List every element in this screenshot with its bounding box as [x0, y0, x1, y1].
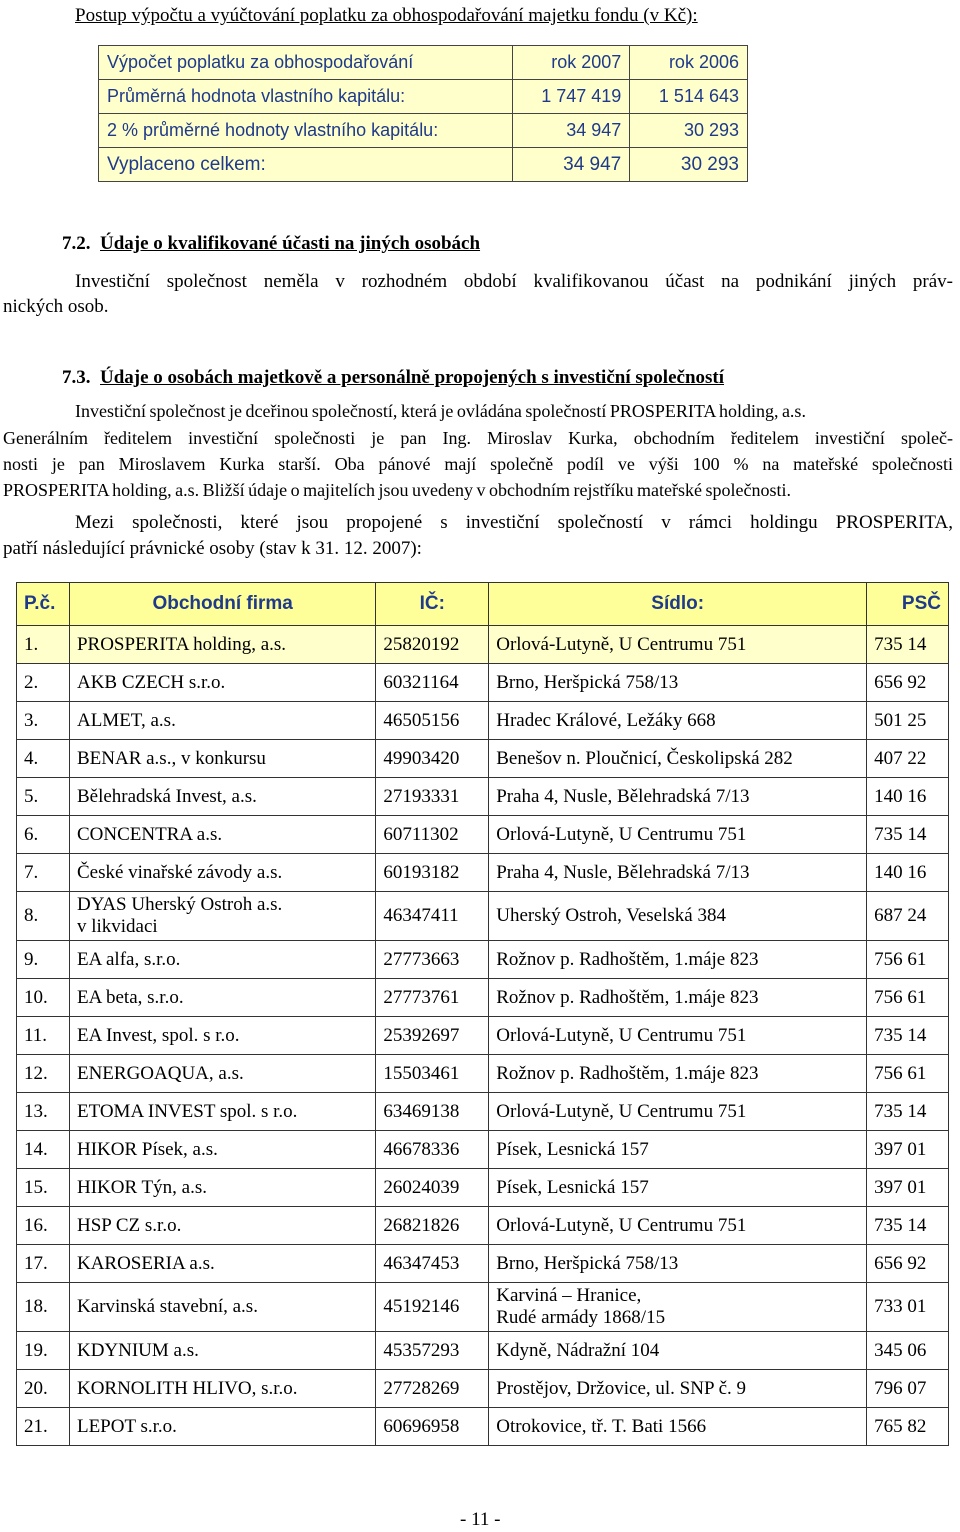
- company-row: [17, 941, 949, 979]
- company-row: [17, 892, 949, 941]
- company-psc-text: 733 01: [874, 1296, 927, 1317]
- company-row: [17, 1169, 949, 1207]
- company-ic-text: 60711302: [383, 823, 459, 845]
- company-name-text: ETOMA INVEST spol. s r.o.: [76, 1100, 298, 1122]
- company-address: [489, 854, 867, 892]
- company-no-text: 1.: [24, 633, 39, 655]
- section-7-3-text-line: PROSPERITA holding, a.s. Bližší údaje o majitelích jsou uvedeny v obchodním rejstříku mateřské společnosti.: [3, 480, 791, 500]
- page-number: - 11 -: [460, 1509, 501, 1530]
- company-psc-text: 735 14: [874, 823, 927, 845]
- fee-total-2007: 34 947: [512, 148, 630, 182]
- company-address-text: Brno, Heršpická 758/13: [496, 1252, 679, 1274]
- company-ic: [376, 892, 489, 941]
- fee-row-2007: 34 947: [512, 114, 630, 148]
- company-psc-text: 397 01: [874, 1138, 927, 1160]
- company-name: [69, 979, 375, 1017]
- fee-row-2006: 1 514 643: [630, 80, 748, 114]
- company-psc: [867, 1370, 949, 1408]
- section-7-3-title: Údaje o osobách majetkově a personálně propojených s investiční společností: [100, 367, 725, 388]
- company-address-text: Prostějov, Držovice, ul. SNP č. 9: [496, 1377, 747, 1399]
- company-psc-text: 140 16: [874, 785, 927, 807]
- company-address-text: Hradec Králové, Ležáky 668: [496, 709, 716, 731]
- company-no: [17, 892, 70, 941]
- company-ic-text: 27773761: [383, 986, 460, 1008]
- company-psc: [867, 1332, 949, 1370]
- company-address-text: Orlová-Lutyně, U Centrumu 751: [496, 1100, 747, 1122]
- company-ic: [376, 626, 489, 664]
- company-name: [69, 1370, 375, 1408]
- company-psc: [867, 664, 949, 702]
- company-address-text: Orlová-Lutyně, U Centrumu 751: [496, 823, 747, 845]
- company-psc-text: 756 61: [874, 948, 927, 970]
- company-no-text: 4.: [24, 747, 39, 769]
- company-address-text: Benešov n. Ploučnicí, Českolipská 282: [496, 747, 793, 769]
- company-ic: [376, 740, 489, 778]
- company-address: [489, 816, 867, 854]
- company-row: [17, 778, 949, 816]
- company-ic: [376, 778, 489, 816]
- company-name-text-line2: v likvidaci: [76, 916, 158, 937]
- section-7-3-number: 7.3.: [62, 367, 91, 388]
- company-no-text: 17.: [24, 1252, 48, 1274]
- company-row: [17, 854, 949, 892]
- company-no-text: 13.: [24, 1100, 48, 1122]
- company-ic-text: 46347411: [383, 905, 459, 926]
- fee-header-label: Výpočet poplatku za obhospodařování: [99, 46, 513, 80]
- company-name: [69, 702, 375, 740]
- company-name-text: České vinařské závody a.s.: [76, 861, 283, 883]
- company-name-text: EA alfa, s.r.o.: [76, 948, 181, 970]
- company-name-text: ALMET, a.s.: [76, 709, 176, 731]
- company-no: [17, 1370, 70, 1408]
- company-address: [489, 1245, 867, 1283]
- company-ic-text: 63469138: [383, 1100, 460, 1122]
- company-address-text: Rožnov p. Radhoštěm, 1.máje 823: [496, 1062, 759, 1084]
- company-psc-text: 735 14: [874, 633, 927, 655]
- fee-header-row: [99, 46, 748, 80]
- header-address: Sídlo:: [489, 583, 867, 626]
- company-psc-text: 765 82: [874, 1415, 927, 1437]
- company-address: [489, 1332, 867, 1370]
- company-ic: [376, 1370, 489, 1408]
- company-address-text: Rožnov p. Radhoštěm, 1.máje 823: [496, 986, 759, 1008]
- company-no-text: 12.: [24, 1062, 48, 1084]
- company-name-text: ENERGOAQUA, a.s.: [76, 1062, 244, 1084]
- company-no: [17, 1245, 70, 1283]
- company-ic-text: 46678336: [383, 1138, 460, 1160]
- company-no: [17, 1332, 70, 1370]
- company-ic-text: 27193331: [383, 785, 460, 807]
- company-psc-text: 735 14: [874, 1100, 927, 1122]
- company-ic: [376, 1408, 489, 1446]
- company-no: [17, 778, 70, 816]
- company-no: [17, 1131, 70, 1169]
- company-name: [69, 626, 375, 664]
- company-psc: [867, 979, 949, 1017]
- company-name: [69, 1169, 375, 1207]
- company-name: [69, 1017, 375, 1055]
- company-name: [69, 816, 375, 854]
- company-no: [17, 854, 70, 892]
- company-no: [17, 1408, 70, 1446]
- company-address: [489, 941, 867, 979]
- fee-total-label: Vyplaceno celkem:: [99, 148, 513, 182]
- company-name-text: KORNOLITH HLIVO, s.r.o.: [76, 1377, 298, 1399]
- company-psc: [867, 941, 949, 979]
- company-address: [489, 778, 867, 816]
- company-ic-text: 60193182: [383, 861, 460, 883]
- company-psc-text: 796 07: [874, 1377, 927, 1399]
- company-no: [17, 1283, 70, 1332]
- company-name-text: BENAR a.s., v konkursu: [76, 747, 266, 769]
- company-psc: [867, 854, 949, 892]
- company-name: [69, 1055, 375, 1093]
- fee-table: [98, 45, 748, 182]
- company-no: [17, 740, 70, 778]
- company-no-text: 19.: [24, 1339, 48, 1361]
- company-address-text: Orlová-Lutyně, U Centrumu 751: [496, 1024, 747, 1046]
- company-name: [69, 664, 375, 702]
- company-no: [17, 626, 70, 664]
- company-psc: [867, 1408, 949, 1446]
- section-7-3-heading: [62, 366, 724, 390]
- company-address-text: Praha 4, Nusle, Bělehradská 7/13: [496, 785, 750, 807]
- company-psc-text: 140 16: [874, 861, 927, 883]
- company-no: [17, 1207, 70, 1245]
- company-no-text: 20.: [24, 1377, 48, 1399]
- company-address-text: Otrokovice, tř. T. Bati 1566: [496, 1415, 707, 1437]
- header-no: P.č.: [17, 583, 70, 626]
- company-no-text: 11.: [24, 1024, 48, 1046]
- company-address: [489, 626, 867, 664]
- company-name-text: EA beta, s.r.o.: [76, 986, 184, 1008]
- company-psc: [867, 1055, 949, 1093]
- company-row: [17, 664, 949, 702]
- company-address: [489, 892, 867, 941]
- company-row: [17, 1017, 949, 1055]
- section-7-2-text-line: Investiční společnost neměla v rozhodném období kvalifikovanou účast na podnikání jiných práv-: [75, 271, 953, 292]
- fee-row: [99, 114, 748, 148]
- company-psc: [867, 892, 949, 941]
- fee-total-row: [99, 148, 748, 182]
- company-no-text: 16.: [24, 1214, 48, 1236]
- company-ic-text: 49903420: [383, 747, 460, 769]
- company-psc-text: 656 92: [874, 671, 927, 693]
- company-no: [17, 816, 70, 854]
- company-ic-text: 26821826: [383, 1214, 460, 1236]
- company-row: [17, 1055, 949, 1093]
- company-name: [69, 1093, 375, 1131]
- company-ic: [376, 1332, 489, 1370]
- company-ic: [376, 1131, 489, 1169]
- company-row: [17, 979, 949, 1017]
- company-no-text: 15.: [24, 1176, 48, 1198]
- company-ic: [376, 941, 489, 979]
- company-psc-text: 656 92: [874, 1252, 927, 1274]
- section-7-2-number: 7.2.: [62, 233, 91, 254]
- company-no: [17, 664, 70, 702]
- company-name: [69, 740, 375, 778]
- company-no: [17, 941, 70, 979]
- section-7-3-text-line: nosti je pan Miroslavem Kurka starší. Oba pánové mají společně podíl ve výši 100 % na mateřské společnosti: [3, 454, 953, 474]
- company-ic: [376, 1093, 489, 1131]
- company-ic: [376, 816, 489, 854]
- company-address-text: Uherský Ostroh, Veselská 384: [496, 905, 726, 926]
- company-address-text: Orlová-Lutyně, U Centrumu 751: [496, 633, 747, 655]
- company-name-text: HIKOR Týn, a.s.: [76, 1176, 207, 1198]
- company-psc: [867, 816, 949, 854]
- company-address-text: Orlová-Lutyně, U Centrumu 751: [496, 1214, 747, 1236]
- company-psc: [867, 1207, 949, 1245]
- company-row: [17, 1370, 949, 1408]
- company-ic-text: 45357293: [383, 1339, 460, 1361]
- fee-header-2007: rok 2007: [512, 46, 630, 80]
- company-psc-text: 345 06: [874, 1339, 927, 1361]
- company-name: [69, 1408, 375, 1446]
- company-ic-text: 46505156: [383, 709, 460, 731]
- company-no: [17, 1169, 70, 1207]
- company-row: [17, 1245, 949, 1283]
- company-address-text: Brno, Heršpická 758/13: [496, 671, 679, 693]
- company-name-text: HSP CZ s.r.o.: [76, 1214, 182, 1236]
- company-name: [69, 1131, 375, 1169]
- company-no-text: 21.: [24, 1415, 48, 1437]
- company-address: [489, 1283, 867, 1332]
- company-psc-text: 687 24: [874, 905, 927, 926]
- company-address: [489, 740, 867, 778]
- company-psc-text: 407 22: [874, 747, 927, 769]
- company-name: [69, 1283, 375, 1332]
- fee-row-2007: 1 747 419: [512, 80, 630, 114]
- company-ic: [376, 979, 489, 1017]
- company-name: [69, 941, 375, 979]
- company-ic: [376, 702, 489, 740]
- company-no: [17, 1017, 70, 1055]
- company-ic: [376, 1055, 489, 1093]
- company-address: [489, 1017, 867, 1055]
- company-no-text: 3.: [24, 709, 39, 731]
- company-ic-text: 26024039: [383, 1176, 460, 1198]
- company-name-text: AKB CZECH s.r.o.: [76, 671, 226, 693]
- company-name: [69, 1207, 375, 1245]
- company-name-text: DYAS Uherský Ostroh a.s.: [76, 894, 283, 915]
- header-name: Obchodní firma: [69, 583, 375, 626]
- company-no-text: 5.: [24, 785, 39, 807]
- company-no-text: 2.: [24, 671, 39, 693]
- section-7-3-text-line: Mezi společnosti, které jsou propojené s investiční společností v rámci holdingu PROSPERITA,: [75, 512, 953, 533]
- company-name-text: EA Invest, spol. s r.o.: [76, 1024, 240, 1046]
- company-address-text: Karviná – Hranice,: [496, 1285, 642, 1306]
- company-no-text: 14.: [24, 1138, 48, 1160]
- company-ic-text: 27728269: [383, 1377, 460, 1399]
- company-no-text: 9.: [24, 948, 39, 970]
- company-name: [69, 1245, 375, 1283]
- company-psc-text: 397 01: [874, 1176, 927, 1198]
- fee-row: [99, 80, 748, 114]
- company-no-text: 8.: [24, 905, 39, 926]
- company-no: [17, 702, 70, 740]
- company-row: [17, 1093, 949, 1131]
- company-row: [17, 1408, 949, 1446]
- company-psc-text: 756 61: [874, 1062, 927, 1084]
- company-address: [489, 1408, 867, 1446]
- company-psc: [867, 778, 949, 816]
- company-ic: [376, 1245, 489, 1283]
- company-ic-text: 60696958: [383, 1415, 460, 1437]
- company-row: [17, 816, 949, 854]
- company-psc: [867, 740, 949, 778]
- fee-total-2006: 30 293: [630, 148, 748, 182]
- company-row: [17, 1207, 949, 1245]
- companies-table: [16, 582, 949, 1446]
- company-no-text: 7.: [24, 861, 39, 883]
- company-ic: [376, 854, 489, 892]
- company-psc: [867, 1131, 949, 1169]
- section-7-3-text-line: Generálním ředitelem investiční společnosti je pan Ing. Miroslav Kurka, obchodním ředitelem investiční společ-: [3, 428, 953, 448]
- company-psc: [867, 1283, 949, 1332]
- company-address: [489, 1169, 867, 1207]
- company-name-text: PROSPERITA holding, a.s.: [76, 633, 287, 655]
- section-7-3-text-line: patří následující právnické osoby (stav k 31. 12. 2007):: [3, 538, 422, 559]
- companies-header-row: [17, 583, 949, 626]
- company-psc: [867, 1245, 949, 1283]
- company-name: [69, 1332, 375, 1370]
- company-row: [17, 1283, 949, 1332]
- company-row: [17, 702, 949, 740]
- company-no-text: 18.: [24, 1296, 48, 1317]
- company-ic-text: 60321164: [383, 671, 459, 693]
- company-psc-text: 756 61: [874, 986, 927, 1008]
- company-psc-text: 735 14: [874, 1024, 927, 1046]
- company-address-text: Kdyně, Nádražní 104: [496, 1339, 660, 1361]
- company-ic: [376, 1207, 489, 1245]
- company-psc-text: 501 25: [874, 709, 927, 731]
- company-ic-text: 25392697: [383, 1024, 460, 1046]
- company-ic-text: 15503461: [383, 1062, 460, 1084]
- company-name-text: Bělehradská Invest, a.s.: [76, 785, 257, 807]
- company-name: [69, 854, 375, 892]
- company-address-text: Písek, Lesnická 157: [496, 1138, 649, 1160]
- company-psc: [867, 702, 949, 740]
- company-row: [17, 1332, 949, 1370]
- company-name-text: KDYNIUM a.s.: [76, 1339, 199, 1361]
- company-address: [489, 1207, 867, 1245]
- company-row: [17, 626, 949, 664]
- fee-row-label: 2 % průměrné hodnoty vlastního kapitálu:: [99, 114, 513, 148]
- company-ic: [376, 1169, 489, 1207]
- header-ic: IČ:: [376, 583, 489, 626]
- company-name-text: KAROSERIA a.s.: [76, 1252, 215, 1274]
- fee-row-label: Průměrná hodnota vlastního kapitálu:: [99, 80, 513, 114]
- company-row: [17, 740, 949, 778]
- section-7-2-title: Údaje o kvalifikované účasti na jiných osobách: [100, 233, 481, 254]
- company-address: [489, 1131, 867, 1169]
- company-address: [489, 702, 867, 740]
- company-ic: [376, 1283, 489, 1332]
- company-psc: [867, 1093, 949, 1131]
- section-7-2-text-line: nických osob.: [3, 296, 109, 317]
- company-psc: [867, 626, 949, 664]
- company-address: [489, 1055, 867, 1093]
- company-ic-text: 46347453: [383, 1252, 460, 1274]
- company-address: [489, 979, 867, 1017]
- company-address-text: Písek, Lesnická 157: [496, 1176, 649, 1198]
- fee-row-2006: 30 293: [630, 114, 748, 148]
- company-no: [17, 1055, 70, 1093]
- company-psc: [867, 1169, 949, 1207]
- company-address: [489, 1093, 867, 1131]
- company-ic: [376, 1017, 489, 1055]
- fee-header-2006: rok 2006: [630, 46, 748, 80]
- company-name: [69, 892, 375, 941]
- company-address-text: Rožnov p. Radhoštěm, 1.máje 823: [496, 948, 759, 970]
- company-row: [17, 1131, 949, 1169]
- company-address: [489, 1370, 867, 1408]
- company-ic-text: 25820192: [383, 633, 460, 655]
- company-ic: [376, 664, 489, 702]
- company-address: [489, 664, 867, 702]
- company-psc-text: 735 14: [874, 1214, 927, 1236]
- company-name-text: CONCENTRA a.s.: [76, 823, 223, 845]
- section-7-3-text-line: Investiční společnost je dceřinou společností, která je ovládána společností PROSPERITA holding, a.s.: [75, 401, 806, 421]
- company-address-text-line2: Rudé armády 1868/15: [496, 1307, 666, 1328]
- company-name-text: Karvinská stavební, a.s.: [76, 1296, 258, 1317]
- company-name-text: HIKOR Písek, a.s.: [76, 1138, 218, 1160]
- company-address-text: Praha 4, Nusle, Bělehradská 7/13: [496, 861, 750, 883]
- company-ic-text: 27773663: [383, 948, 460, 970]
- company-no-text: 6.: [24, 823, 39, 845]
- company-no-text: 10.: [24, 986, 48, 1008]
- company-ic-text: 45192146: [383, 1296, 460, 1317]
- header-psc: PSČ: [867, 583, 949, 626]
- company-name: [69, 778, 375, 816]
- company-psc: [867, 1017, 949, 1055]
- intro-heading: Postup výpočtu a vyúčtování poplatku za obhospodařování majetku fondu (v Kč):: [75, 5, 698, 26]
- company-no: [17, 1093, 70, 1131]
- company-no: [17, 979, 70, 1017]
- company-name-text: LEPOT s.r.o.: [76, 1415, 177, 1437]
- section-7-2-heading: [62, 232, 480, 256]
